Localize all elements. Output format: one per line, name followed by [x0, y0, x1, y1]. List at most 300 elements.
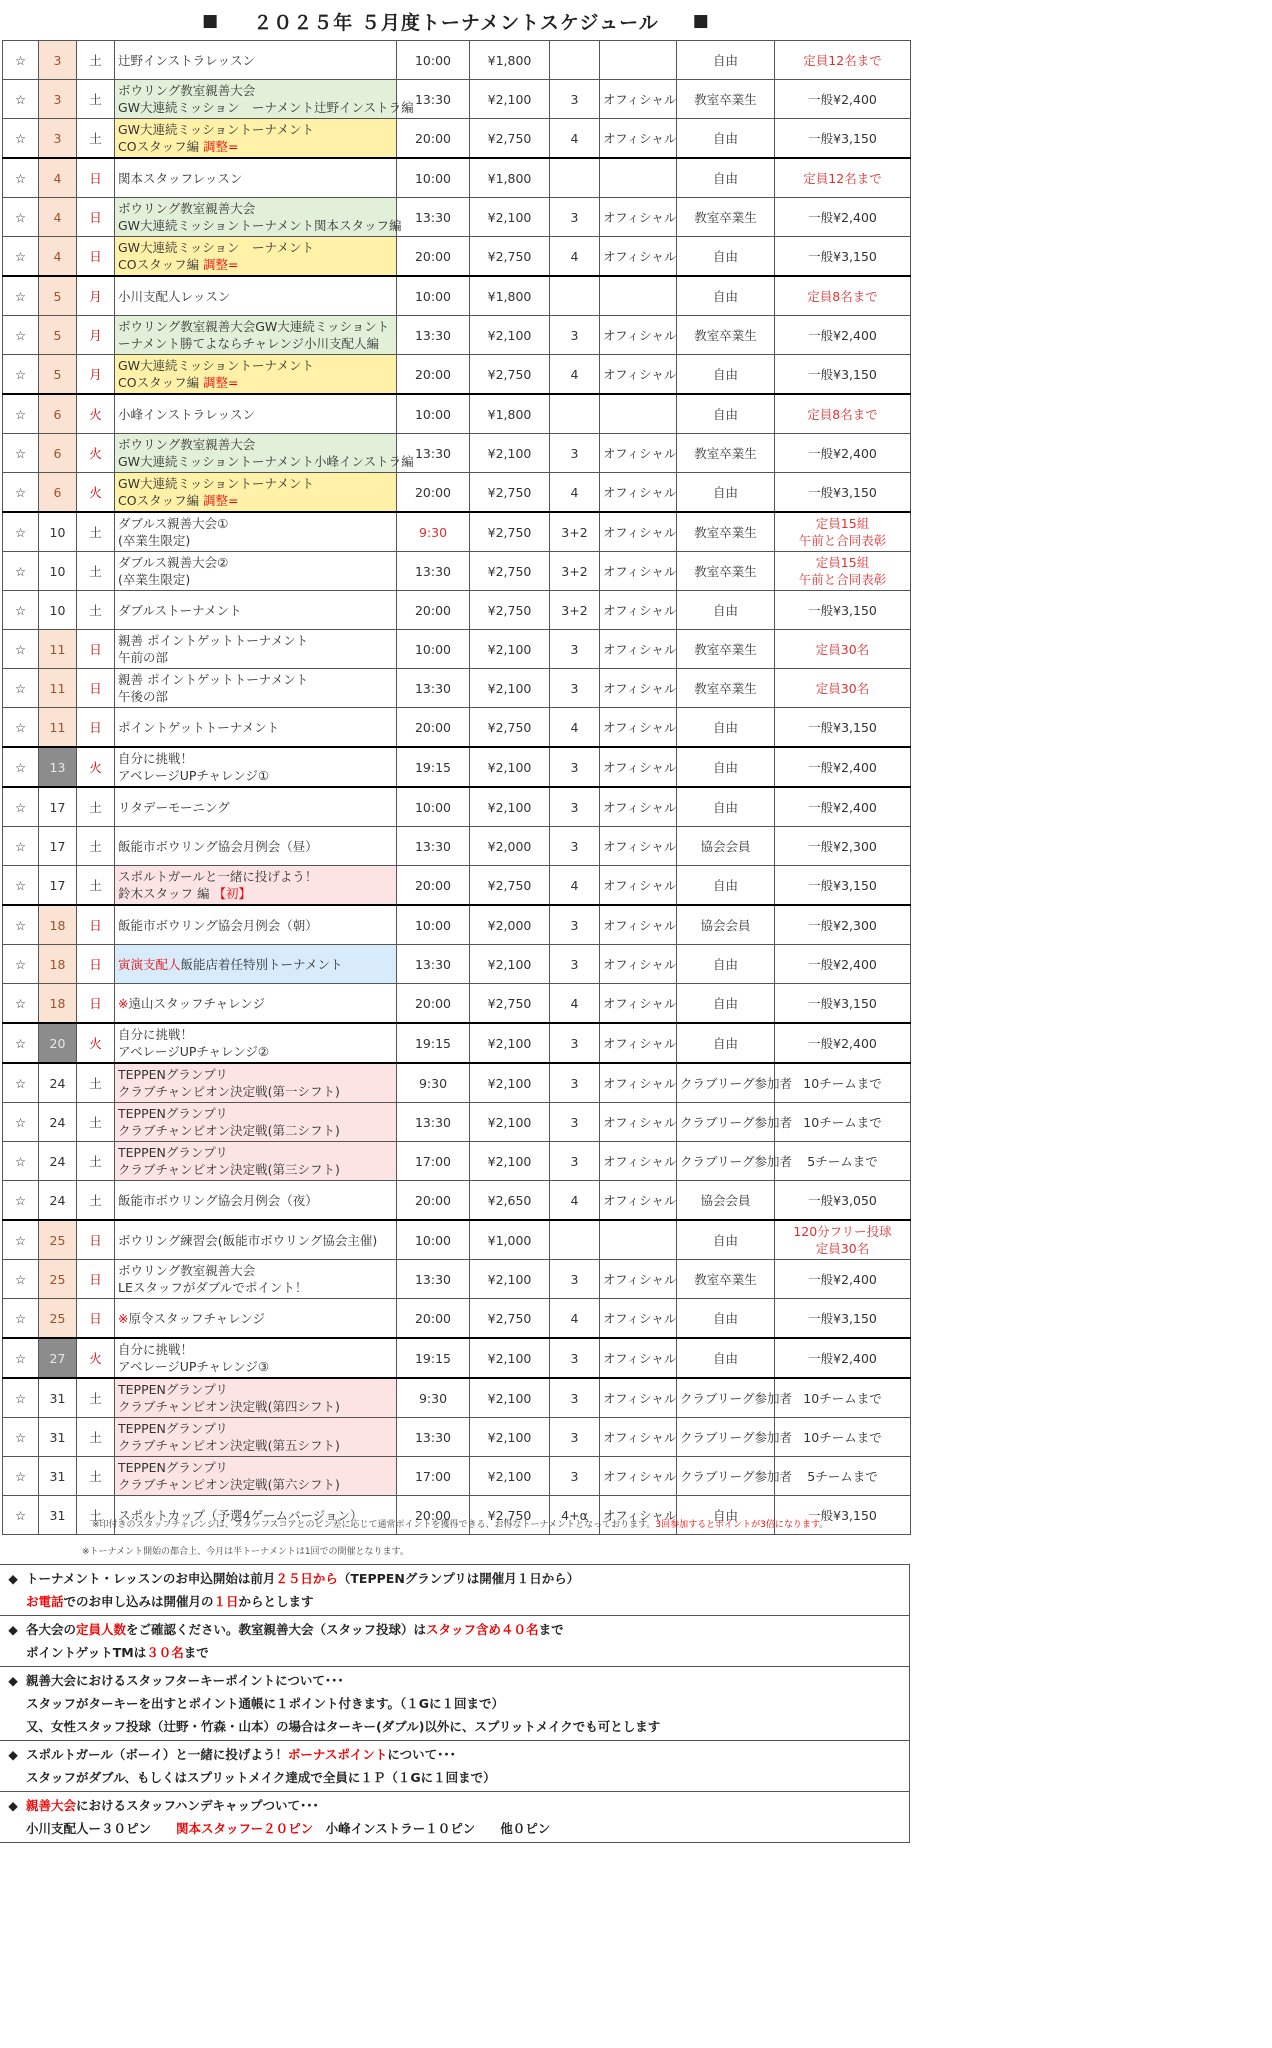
day-cell: 4 — [39, 198, 77, 237]
day-cell: 17 — [39, 787, 77, 827]
day-cell: 11 — [39, 630, 77, 669]
weekday-cell: 土 — [77, 1496, 115, 1535]
games-cell: 3 — [550, 827, 600, 866]
schedule-row — [3, 945, 911, 984]
day-cell: 3 — [39, 41, 77, 80]
target-cell: 教室卒業生 — [677, 434, 775, 473]
favorite-star-icon: ☆ — [3, 198, 39, 237]
type-cell: オフィシャル — [600, 984, 677, 1024]
price-cell: ¥2,750 — [470, 1299, 550, 1339]
note-cell: 一般¥2,400 — [775, 1023, 911, 1063]
event-name-cell: 小川支配人レッスン — [115, 276, 397, 316]
favorite-star-icon: ☆ — [3, 355, 39, 395]
schedule-row — [3, 355, 911, 395]
day-cell: 3 — [39, 80, 77, 119]
target-cell: 協会会員 — [677, 827, 775, 866]
weekday-cell: 土 — [77, 80, 115, 119]
type-cell: オフィシャル — [600, 80, 677, 119]
type-cell: オフィシャル — [600, 434, 677, 473]
note-cell: 一般¥3,150 — [775, 355, 911, 395]
price-cell: ¥2,100 — [470, 1457, 550, 1496]
games-cell: 3 — [550, 434, 600, 473]
favorite-star-icon: ☆ — [3, 905, 39, 945]
time-cell: 13:30 — [397, 1418, 470, 1457]
target-cell: 自由 — [677, 708, 775, 748]
target-cell: 自由 — [677, 945, 775, 984]
price-cell: ¥2,750 — [470, 119, 550, 159]
day-cell: 3 — [39, 119, 77, 159]
price-cell: ¥1,000 — [470, 1220, 550, 1260]
day-cell: 24 — [39, 1181, 77, 1221]
price-cell: ¥2,100 — [470, 787, 550, 827]
note-cell: 10チームまで — [775, 1418, 911, 1457]
games-cell: 3 — [550, 630, 600, 669]
note-cell: 一般¥3,150 — [775, 591, 911, 630]
note-cell: 定員12名まで — [775, 41, 911, 80]
weekday-cell: 日 — [77, 945, 115, 984]
schedule-row — [3, 1338, 911, 1378]
schedule-row — [3, 1063, 911, 1103]
target-cell: クラブリーグ参加者 — [677, 1063, 775, 1103]
day-cell: 5 — [39, 355, 77, 395]
rule-block — [0, 1565, 910, 1616]
favorite-star-icon: ☆ — [3, 1260, 39, 1299]
price-cell: ¥1,800 — [470, 394, 550, 434]
favorite-star-icon: ☆ — [3, 591, 39, 630]
favorite-star-icon: ☆ — [3, 41, 39, 80]
weekday-cell: 土 — [77, 827, 115, 866]
favorite-star-icon: ☆ — [3, 316, 39, 355]
event-name-cell: ※遠山スタッフチャレンジ — [115, 984, 397, 1024]
schedule-row — [3, 158, 911, 198]
schedule-row — [3, 591, 911, 630]
note-cell: 一般¥3,050 — [775, 1181, 911, 1221]
time-cell: 13:30 — [397, 80, 470, 119]
weekday-cell: 土 — [77, 787, 115, 827]
target-cell: クラブリーグ参加者 — [677, 1418, 775, 1457]
schedule-row — [3, 787, 911, 827]
note-cell: 10チームまで — [775, 1378, 911, 1418]
target-cell: 自由 — [677, 1299, 775, 1339]
note-cell: 定員15組 午前と合同表彰 — [775, 552, 911, 591]
type-cell — [600, 276, 677, 316]
time-cell: 20:00 — [397, 355, 470, 395]
schedule-row — [3, 669, 911, 708]
note-cell: 定員15組 午前と合同表彰 — [775, 512, 911, 552]
games-cell: 3 — [550, 1338, 600, 1378]
type-cell: オフィシャル — [600, 1063, 677, 1103]
diamond-bullet-icon: ◆ — [8, 1622, 18, 1637]
note-cell: 一般¥3,150 — [775, 1299, 911, 1339]
event-name-cell: 親善 ポイントゲットトーナメント 午後の部 — [115, 669, 397, 708]
weekday-cell: 土 — [77, 1181, 115, 1221]
favorite-star-icon: ☆ — [3, 552, 39, 591]
price-cell: ¥1,800 — [470, 158, 550, 198]
type-cell — [600, 41, 677, 80]
day-cell: 6 — [39, 394, 77, 434]
note-cell: 一般¥2,400 — [775, 198, 911, 237]
day-cell: 27 — [39, 1338, 77, 1378]
time-cell: 20:00 — [397, 473, 470, 513]
day-cell: 10 — [39, 552, 77, 591]
rule-line: スタッフがターキーを出すとポイント通帳に１ポイント付きます。（１Gに１回まで） — [26, 1696, 505, 1711]
time-cell: 20:00 — [397, 708, 470, 748]
target-cell: 自由 — [677, 1023, 775, 1063]
schedule-row — [3, 237, 911, 277]
games-cell: 4+α — [550, 1496, 600, 1535]
time-cell: 20:00 — [397, 119, 470, 159]
type-cell: オフィシャル — [600, 1496, 677, 1535]
target-cell: 自由 — [677, 41, 775, 80]
type-cell — [600, 394, 677, 434]
target-cell: 教室卒業生 — [677, 630, 775, 669]
weekday-cell: 月 — [77, 355, 115, 395]
schedule-row — [3, 1418, 911, 1457]
note-cell: 一般¥2,300 — [775, 905, 911, 945]
time-cell: 13:30 — [397, 669, 470, 708]
weekday-cell: 火 — [77, 747, 115, 787]
target-cell: 教室卒業生 — [677, 198, 775, 237]
schedule-row — [3, 512, 911, 552]
schedule-row — [3, 394, 911, 434]
games-cell: 3 — [550, 1103, 600, 1142]
games-cell: 3 — [550, 1260, 600, 1299]
price-cell: ¥2,000 — [470, 827, 550, 866]
day-cell: 11 — [39, 708, 77, 748]
games-cell: 3 — [550, 1023, 600, 1063]
schedule-row — [3, 1299, 911, 1339]
note-cell: 5チームまで — [775, 1142, 911, 1181]
weekday-cell: 日 — [77, 1299, 115, 1339]
schedule-row — [3, 1142, 911, 1181]
event-name-cell: TEPPENグランプリ クラブチャンピオン決定戦(第四シフト) — [115, 1378, 397, 1418]
price-cell: ¥2,750 — [470, 1496, 550, 1535]
weekday-cell: 土 — [77, 1142, 115, 1181]
rules-section — [0, 1564, 910, 1843]
weekday-cell: 日 — [77, 984, 115, 1024]
weekday-cell: 月 — [77, 316, 115, 355]
event-name-cell: ポイントゲットトーナメント — [115, 708, 397, 748]
time-cell: 9:30 — [397, 512, 470, 552]
type-cell: オフィシャル — [600, 1181, 677, 1221]
day-cell: 31 — [39, 1496, 77, 1535]
time-cell: 13:30 — [397, 945, 470, 984]
type-cell: オフィシャル — [600, 905, 677, 945]
day-cell: 31 — [39, 1457, 77, 1496]
favorite-star-icon: ☆ — [3, 1496, 39, 1535]
weekday-cell: 日 — [77, 669, 115, 708]
weekday-cell: 土 — [77, 512, 115, 552]
games-cell — [550, 1220, 600, 1260]
favorite-star-icon: ☆ — [3, 945, 39, 984]
time-cell: 20:00 — [397, 1299, 470, 1339]
favorite-star-icon: ☆ — [3, 1181, 39, 1221]
price-cell: ¥2,100 — [470, 1378, 550, 1418]
schedule-row — [3, 905, 911, 945]
time-cell: 13:30 — [397, 1260, 470, 1299]
games-cell: 3 — [550, 316, 600, 355]
games-cell: 3 — [550, 669, 600, 708]
day-cell: 20 — [39, 1023, 77, 1063]
note-cell: 一般¥3,150 — [775, 866, 911, 906]
time-cell: 19:15 — [397, 1023, 470, 1063]
target-cell: クラブリーグ参加者 — [677, 1142, 775, 1181]
note-cell: 一般¥3,150 — [775, 1496, 911, 1535]
event-name-cell: 小峰インストラレッスン — [115, 394, 397, 434]
note-cell: 一般¥2,400 — [775, 316, 911, 355]
weekday-cell: 土 — [77, 1418, 115, 1457]
time-cell: 20:00 — [397, 1496, 470, 1535]
target-cell: 自由 — [677, 473, 775, 513]
games-cell: 3+2 — [550, 552, 600, 591]
schedule-row — [3, 552, 911, 591]
event-name-cell: スポルトガールと一緒に投げよう！ 鈴木スタッフ 編 【初】 — [115, 866, 397, 906]
schedule-row — [3, 827, 911, 866]
favorite-star-icon: ☆ — [3, 1063, 39, 1103]
event-name-cell: TEPPENグランプリ クラブチャンピオン決定戦(第五シフト) — [115, 1418, 397, 1457]
price-cell: ¥2,100 — [470, 1063, 550, 1103]
type-cell: オフィシャル — [600, 1142, 677, 1181]
games-cell: 3 — [550, 198, 600, 237]
note-cell: 一般¥2,400 — [775, 1338, 911, 1378]
event-name-cell: ※原令スタッフチャレンジ — [115, 1299, 397, 1339]
day-cell: 24 — [39, 1103, 77, 1142]
games-cell: 4 — [550, 866, 600, 906]
price-cell: ¥2,100 — [470, 1260, 550, 1299]
event-name-cell: 関本スタッフレッスン — [115, 158, 397, 198]
favorite-star-icon: ☆ — [3, 1299, 39, 1339]
page-title — [0, 6, 912, 36]
rule-line: ポイントゲットTMは３０名まで — [26, 1645, 209, 1660]
favorite-star-icon: ☆ — [3, 80, 39, 119]
target-cell: 教室卒業生 — [677, 669, 775, 708]
weekday-cell: 火 — [77, 394, 115, 434]
type-cell: オフィシャル — [600, 866, 677, 906]
target-cell: クラブリーグ参加者 — [677, 1103, 775, 1142]
note-cell: 一般¥2,300 — [775, 827, 911, 866]
day-cell: 4 — [39, 237, 77, 277]
favorite-star-icon: ☆ — [3, 669, 39, 708]
price-cell: ¥2,750 — [470, 552, 550, 591]
weekday-cell: 土 — [77, 866, 115, 906]
target-cell: 自由 — [677, 237, 775, 277]
time-cell: 10:00 — [397, 158, 470, 198]
favorite-star-icon: ☆ — [3, 747, 39, 787]
target-cell: 教室卒業生 — [677, 552, 775, 591]
note-cell: 一般¥2,400 — [775, 747, 911, 787]
event-name-cell: TEPPENグランプリ クラブチャンピオン決定戦(第二シフト) — [115, 1103, 397, 1142]
note-cell: 定員8名まで — [775, 394, 911, 434]
games-cell: 4 — [550, 355, 600, 395]
games-cell: 3 — [550, 905, 600, 945]
rule-line: 小川支配人ー３０ピン 関本スタッフー２０ピン 小峰インストラー１０ピン 他０ピン — [26, 1821, 551, 1836]
target-cell: 協会会員 — [677, 1181, 775, 1221]
target-cell: クラブリーグ参加者 — [677, 1378, 775, 1418]
rule-line: お電話でのお申し込みは開催月の１日からとします — [26, 1594, 314, 1609]
weekday-cell: 日 — [77, 708, 115, 748]
schedule-row — [3, 1103, 911, 1142]
type-cell: オフィシャル — [600, 708, 677, 748]
event-name-cell: GW大連続ミッショントーナメント COスタッフ編 調整= — [115, 119, 397, 159]
games-cell: 3 — [550, 1142, 600, 1181]
weekday-cell: 土 — [77, 1378, 115, 1418]
price-cell: ¥1,800 — [470, 276, 550, 316]
games-cell — [550, 41, 600, 80]
note-cell: 一般¥2,400 — [775, 434, 911, 473]
day-cell: 25 — [39, 1220, 77, 1260]
note-cell: 定員30名 — [775, 630, 911, 669]
weekday-cell: 日 — [77, 1220, 115, 1260]
event-name-cell: GW大連続ミッショントーナメント COスタッフ編 調整= — [115, 355, 397, 395]
target-cell: 自由 — [677, 394, 775, 434]
games-cell: 4 — [550, 473, 600, 513]
rule-block — [0, 1741, 910, 1792]
target-cell: 自由 — [677, 1338, 775, 1378]
type-cell: オフィシャル — [600, 945, 677, 984]
note-cell: 一般¥3,150 — [775, 119, 911, 159]
favorite-star-icon: ☆ — [3, 237, 39, 277]
schedule-table — [2, 40, 911, 1535]
diamond-bullet-icon: ◆ — [8, 1571, 18, 1586]
price-cell: ¥2,100 — [470, 316, 550, 355]
schedule-row — [3, 866, 911, 906]
rule-line: ◆ 親善大会におけるスタッフハンデキャップついて･･･ — [0, 1794, 909, 1817]
weekday-cell: 日 — [77, 1260, 115, 1299]
games-cell: 4 — [550, 237, 600, 277]
rule-line: ◆ トーナメント・レッスンのお申込開始は前月２５日から（TEPPENグランプリは開催月１日から） — [0, 1567, 909, 1590]
type-cell: オフィシャル — [600, 827, 677, 866]
price-cell: ¥2,750 — [470, 708, 550, 748]
day-cell: 5 — [39, 276, 77, 316]
target-cell: 教室卒業生 — [677, 80, 775, 119]
type-cell: オフィシャル — [600, 512, 677, 552]
weekday-cell: 火 — [77, 434, 115, 473]
price-cell: ¥2,100 — [470, 1142, 550, 1181]
games-cell: 4 — [550, 1299, 600, 1339]
type-cell: オフィシャル — [600, 1457, 677, 1496]
games-cell: 3 — [550, 1418, 600, 1457]
type-cell: オフィシャル — [600, 787, 677, 827]
target-cell: 教室卒業生 — [677, 1260, 775, 1299]
day-cell: 17 — [39, 866, 77, 906]
note-cell: 10チームまで — [775, 1063, 911, 1103]
time-cell: 10:00 — [397, 630, 470, 669]
favorite-star-icon: ☆ — [3, 1457, 39, 1496]
day-cell: 31 — [39, 1418, 77, 1457]
price-cell: ¥2,750 — [470, 984, 550, 1024]
type-cell: オフィシャル — [600, 1023, 677, 1063]
type-cell: オフィシャル — [600, 1260, 677, 1299]
target-cell: 自由 — [677, 355, 775, 395]
event-name-cell: ボウリング教室親善大会 GW大連続ミッション ーナメント辻野インストラ編 — [115, 80, 397, 119]
time-cell: 13:30 — [397, 1103, 470, 1142]
time-cell: 10:00 — [397, 1220, 470, 1260]
schedule-row — [3, 1023, 911, 1063]
target-cell: 自由 — [677, 119, 775, 159]
favorite-star-icon: ☆ — [3, 787, 39, 827]
rule-line: ◆ 各大会の定員人数をご確認ください。教室親善大会（スタッフ投球）はスタッフ含め４０名まで — [0, 1618, 909, 1641]
weekday-cell: 日 — [77, 237, 115, 277]
games-cell — [550, 158, 600, 198]
rule-line: スタッフがダブル、もしくはスプリットメイク達成で全員に１Ｐ（１Gに１回まで） — [26, 1770, 496, 1785]
favorite-star-icon: ☆ — [3, 1378, 39, 1418]
target-cell: 教室卒業生 — [677, 316, 775, 355]
price-cell: ¥2,750 — [470, 355, 550, 395]
time-cell: 10:00 — [397, 41, 470, 80]
note-cell: 一般¥3,150 — [775, 473, 911, 513]
note-cell: 一般¥3,150 — [775, 708, 911, 748]
event-name-cell: ボウリング教室親善大会 LEスタッフがダブルでポイント！ — [115, 1260, 397, 1299]
rule-line: ◆ スポルトガール（ボーイ）と一緒に投げよう！ボーナスポイントについて･･･ — [0, 1743, 909, 1766]
price-cell: ¥2,100 — [470, 669, 550, 708]
price-cell: ¥2,750 — [470, 473, 550, 513]
price-cell: ¥2,100 — [470, 1418, 550, 1457]
favorite-star-icon: ☆ — [3, 984, 39, 1024]
rule-block — [0, 1667, 910, 1741]
diamond-bullet-icon: ◆ — [8, 1747, 18, 1762]
day-cell: 24 — [39, 1142, 77, 1181]
favorite-star-icon: ☆ — [3, 1103, 39, 1142]
price-cell: ¥1,800 — [470, 41, 550, 80]
event-name-cell: 自分に挑戦！ アベレージUPチャレンジ② — [115, 1023, 397, 1063]
games-cell: 3 — [550, 1457, 600, 1496]
rule-block — [0, 1792, 910, 1843]
type-cell: オフィシャル — [600, 1103, 677, 1142]
event-name-cell: GW大連続ミッション ーナメント COスタッフ編 調整= — [115, 237, 397, 277]
time-cell: 10:00 — [397, 276, 470, 316]
price-cell: ¥2,100 — [470, 945, 550, 984]
event-name-cell: 寅演支配人飯能店着任特別トーナメント — [115, 945, 397, 984]
day-cell: 5 — [39, 316, 77, 355]
favorite-star-icon: ☆ — [3, 827, 39, 866]
schedule-row — [3, 41, 911, 80]
weekday-cell: 火 — [77, 1023, 115, 1063]
type-cell: オフィシャル — [600, 669, 677, 708]
title-right-mark: ■ — [692, 11, 710, 31]
day-cell: 6 — [39, 473, 77, 513]
time-cell: 20:00 — [397, 591, 470, 630]
time-cell: 10:00 — [397, 787, 470, 827]
games-cell: 4 — [550, 708, 600, 748]
type-cell: オフィシャル — [600, 198, 677, 237]
target-cell: 自由 — [677, 1496, 775, 1535]
schedule-row — [3, 708, 911, 748]
event-name-cell: 自分に挑戦！ アベレージUPチャレンジ③ — [115, 1338, 397, 1378]
time-cell: 20:00 — [397, 1181, 470, 1221]
weekday-cell: 土 — [77, 1063, 115, 1103]
time-cell: 17:00 — [397, 1457, 470, 1496]
price-cell: ¥2,100 — [470, 1338, 550, 1378]
type-cell: オフィシャル — [600, 473, 677, 513]
time-cell: 9:30 — [397, 1378, 470, 1418]
price-cell: ¥2,000 — [470, 905, 550, 945]
day-cell: 4 — [39, 158, 77, 198]
games-cell — [550, 276, 600, 316]
games-cell: 4 — [550, 119, 600, 159]
note-cell: 一般¥2,400 — [775, 80, 911, 119]
time-cell: 13:30 — [397, 434, 470, 473]
type-cell: オフィシャル — [600, 355, 677, 395]
favorite-star-icon: ☆ — [3, 394, 39, 434]
time-cell: 10:00 — [397, 394, 470, 434]
type-cell: オフィシャル — [600, 1299, 677, 1339]
event-name-cell: 飯能市ボウリング協会月例会（朝） — [115, 905, 397, 945]
type-cell: オフィシャル — [600, 552, 677, 591]
day-cell: 25 — [39, 1299, 77, 1339]
games-cell: 3 — [550, 80, 600, 119]
note-cell: 一般¥2,400 — [775, 945, 911, 984]
target-cell: 自由 — [677, 984, 775, 1024]
